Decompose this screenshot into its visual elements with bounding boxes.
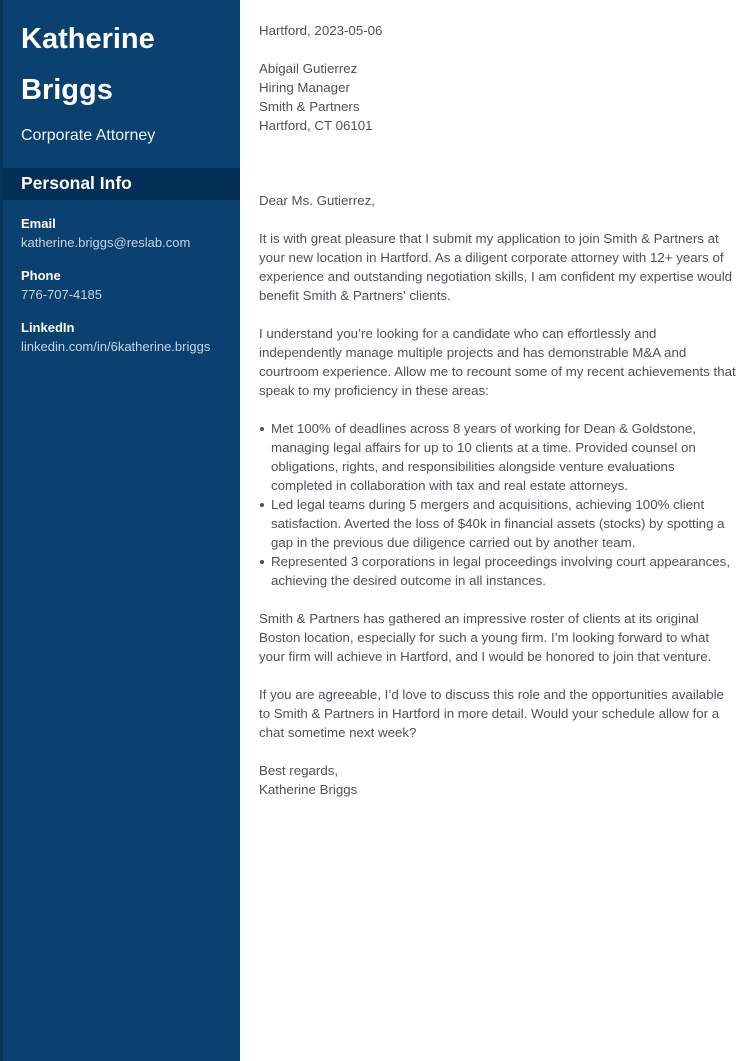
closing-block	[259, 761, 736, 799]
contact-phone-group	[3, 266, 240, 304]
signature-name: Katherine Briggs	[259, 782, 358, 797]
paragraph-understanding: I understand you’re looking for a candidate who can effortlessly and independently manage multiple projects and has demonstrable M&A and courtroom experience. Allow me to recount some of my recent achievements that speak to my proficiency in these areas:	[259, 326, 736, 398]
closing-phrase: Best regards,	[259, 763, 339, 778]
recipient-block	[259, 59, 736, 135]
recipient-company: Smith & Partners	[259, 99, 360, 114]
achievement-item: Led legal teams during 5 mergers and acquisitions, achieving 100% client satisfaction. Averted the loss of $40k in financial assets (stocks) by spotting a gap in the previous due diligence carried out by another team.	[259, 495, 736, 552]
recipient-name: Abigail Gutierrez	[259, 61, 358, 76]
contact-linkedin-group	[3, 318, 240, 356]
letter-body	[240, 0, 750, 1061]
contact-email-group	[3, 214, 240, 252]
letter-date: Hartford, 2023-05-06	[259, 23, 383, 38]
candidate-name: Katherine Briggs	[21, 23, 155, 106]
phone-value: 776-707-4185	[21, 287, 102, 302]
sidebar	[0, 0, 240, 1061]
linkedin-label: LinkedIn	[21, 320, 75, 335]
achievement-item: Met 100% of deadlines across 8 years of working for Dean & Goldstone, managing legal affairs for up to 10 clients at a time. Provided counsel on obligations, rights, and responsibilities alongside venture evaluations completed in collaboration with tax and real estate attorneys.	[259, 419, 736, 495]
personal-info-section-header: Personal Info	[3, 168, 240, 200]
paragraph-call-to-action: If you are agreeable, I’d love to discuss this role and the opportunities available to Smith & Partners in Hartford in more detail. Would your schedule allow for a chat sometime next week?	[259, 687, 724, 740]
linkedin-value: linkedin.com/in/6katherine.briggs	[21, 339, 211, 354]
salutation: Dear Ms. Gutierrez,	[259, 193, 376, 208]
recipient-title: Hiring Manager	[259, 80, 350, 95]
paragraph-post-bullets: Smith & Partners has gathered an impressive roster of clients at its original Boston location, especially for such a young firm. I’m looking forward to what your firm will achieve in Hartford, and I would be honored to join that venture.	[259, 611, 712, 664]
email-value: katherine.briggs@reslab.com	[21, 235, 191, 250]
candidate-job-title: Corporate Attorney	[21, 127, 156, 144]
achievement-item: Represented 3 corporations in legal proceedings involving court appearances, achieving the desired outcome in all instances.	[259, 552, 736, 590]
recipient-address: Hartford, CT 06101	[259, 118, 373, 133]
achievements-list	[259, 419, 736, 590]
paragraph-intro: It is with great pleasure that I submit my application to join Smith & Partners at your new location in Hartford. As a diligent corporate attorney with 12+ years of experience and outstanding negotiation skills, I am confident my expertise would benefit Smith & Partners' clients.	[259, 231, 733, 303]
email-label: Email	[21, 216, 56, 231]
phone-label: Phone	[21, 268, 61, 283]
